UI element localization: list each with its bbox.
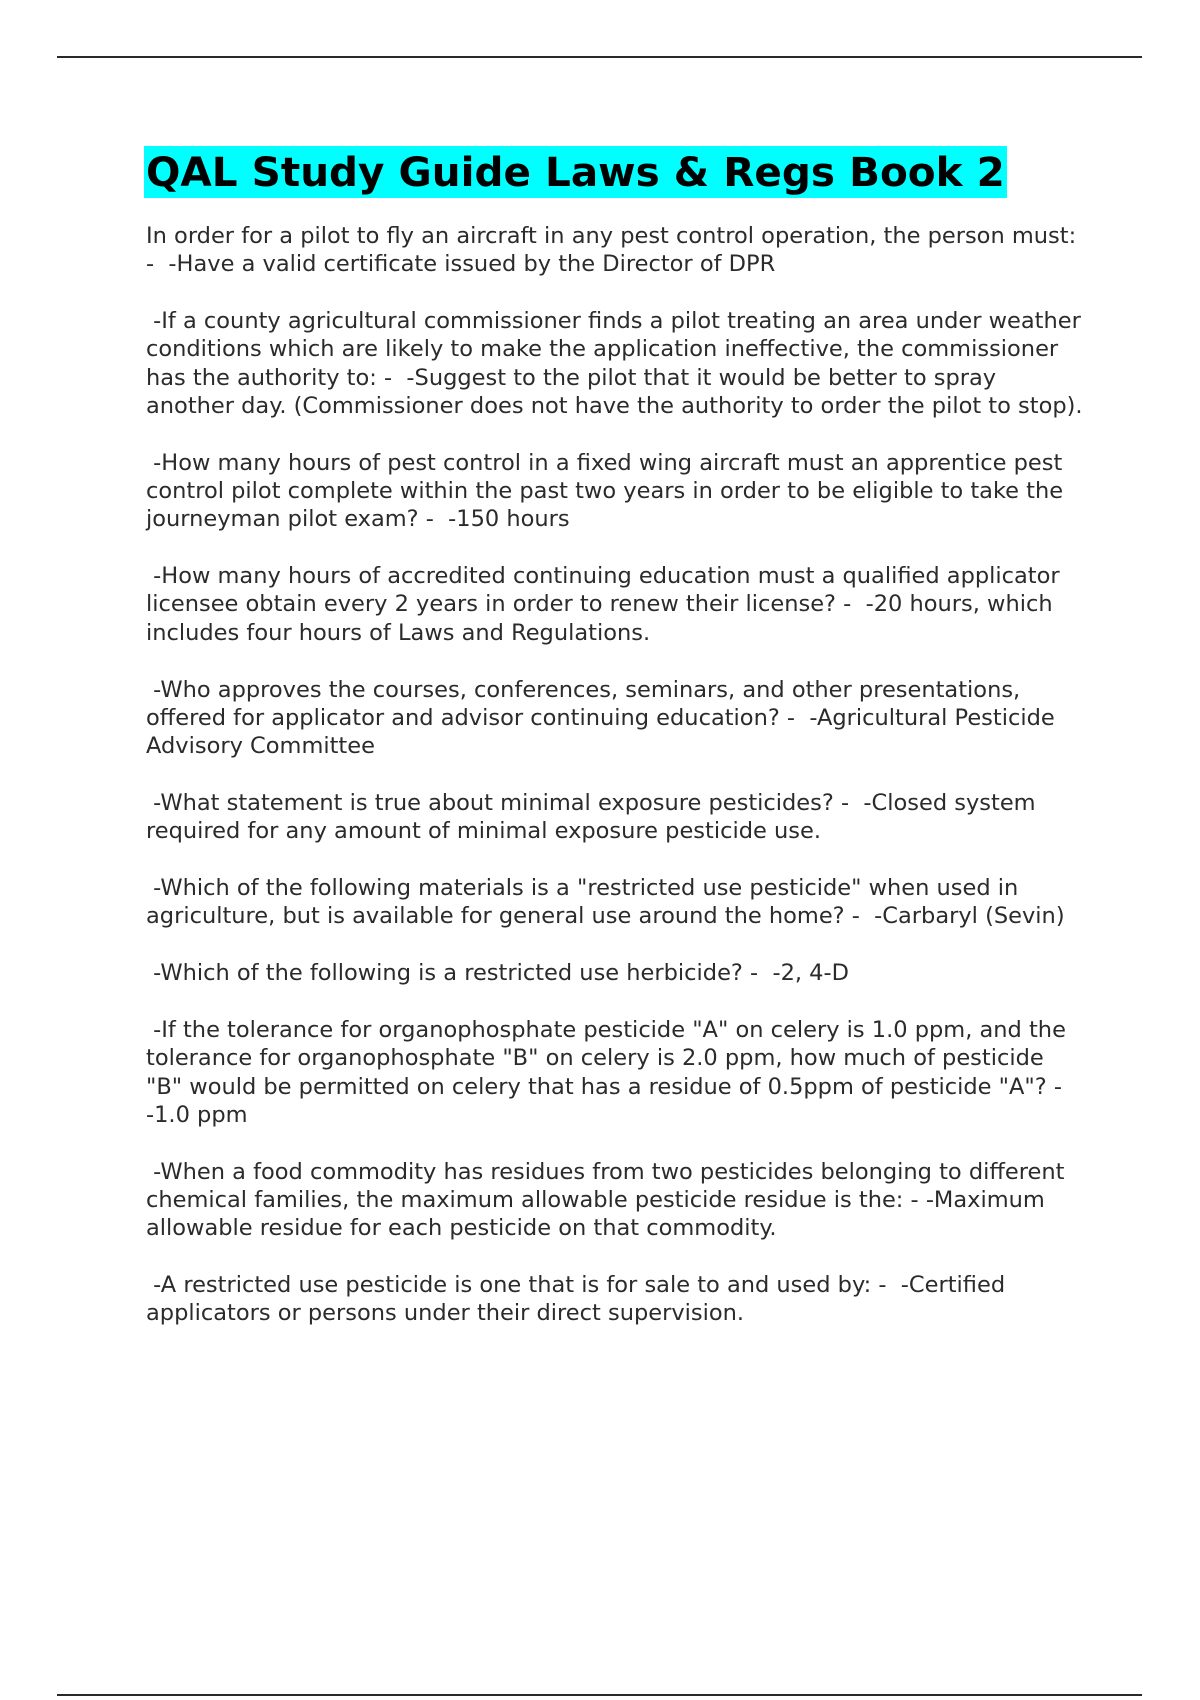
question-text: -If a county agricultural commissioner finds a pilot treating an area under weather conditions which are likely to make the application ineffective, the commissioner has the authority to: - xyxy=(146,308,1089,391)
qa-item xyxy=(146,789,1086,846)
document-body xyxy=(146,146,1089,1356)
qa-item xyxy=(146,449,1086,534)
qa-item xyxy=(146,562,1086,647)
answer-text: -Carbaryl (Sevin) xyxy=(867,903,1065,930)
question-text: -Who approves the courses, conferences, seminars, and other presentations, offered for applicator and advisor continuing education? - xyxy=(146,676,1028,731)
top-rule xyxy=(57,56,1142,58)
bottom-rule xyxy=(57,1694,1142,1696)
qa-item xyxy=(146,959,1086,987)
qa-item xyxy=(146,1016,1086,1129)
question-text: -What statement is true about minimal exposure pesticides? - xyxy=(146,789,857,816)
question-text: -Which of the following materials is a "restricted use pesticide" when used in agriculture, but is available for general use around the home? - xyxy=(146,875,1026,930)
answer-text: -Certified applicators or persons under their direct supervision. xyxy=(146,1272,1013,1327)
answer-text: -Have a valid certificate issued by the Director of DPR xyxy=(161,251,776,278)
question-text: In order for a pilot to fly an aircraft in any pest control operation, the person must: - xyxy=(146,223,1084,278)
question-text: -When a food commodity has residues from two pesticides belonging to different chemical families, the maximum allowable pesticide residue is the: - xyxy=(146,1158,1072,1213)
qa-item xyxy=(146,1271,1086,1328)
answer-text: -Agricultural Pesticide Advisory Committee xyxy=(146,704,1062,760)
answer-text: -150 hours xyxy=(441,506,570,533)
qa-item xyxy=(146,222,1086,279)
document-title: QAL Study Guide Laws & Regs Book 2 xyxy=(146,148,1005,196)
question-text: -If the tolerance for organophosphate pesticide "A" on celery is 1.0 ppm, and the tolerance for organophosphate "B" on celery is 2.0 ppm, how much of pesticide "B" would be permitted on celery that has a residue of 0.5ppm of pesticide "A"? - xyxy=(146,1016,1074,1100)
answer-text: -20 hours, which includes four hours of Laws and Regulations. xyxy=(146,591,1060,646)
question-text: -How many hours of pest control in a fixed wing aircraft must an apprentice pest control pilot complete within the past two years in order to be eligible to take the journeyman pilot exam? - xyxy=(146,449,1071,533)
qa-item xyxy=(146,874,1086,931)
answer-text: -Suggest to the pilot that it would be better to spray another day. (Commissioner does not have the authority to order the pilot to stop). xyxy=(146,364,1083,419)
qa-item xyxy=(146,1158,1086,1243)
question-text: -A restricted use pesticide is one that is for sale to and used by: - xyxy=(146,1272,894,1299)
answer-text: -2, 4-D xyxy=(765,960,849,987)
question-text: -Which of the following is a restricted use herbicide? - xyxy=(146,960,766,987)
answer-text: -Maximum allowable residue for each pesticide on that commodity. xyxy=(146,1186,1052,1242)
answer-text: -Closed system required for any amount of minimal exposure pesticide use. xyxy=(146,789,1043,845)
answer-text: -1.0 ppm xyxy=(146,1073,1077,1128)
question-text: -How many hours of accredited continuing education must a qualified applicator licensee obtain every 2 years in order to renew their license? - xyxy=(146,563,1067,618)
qa-item xyxy=(146,307,1089,420)
qa-item xyxy=(146,676,1086,761)
